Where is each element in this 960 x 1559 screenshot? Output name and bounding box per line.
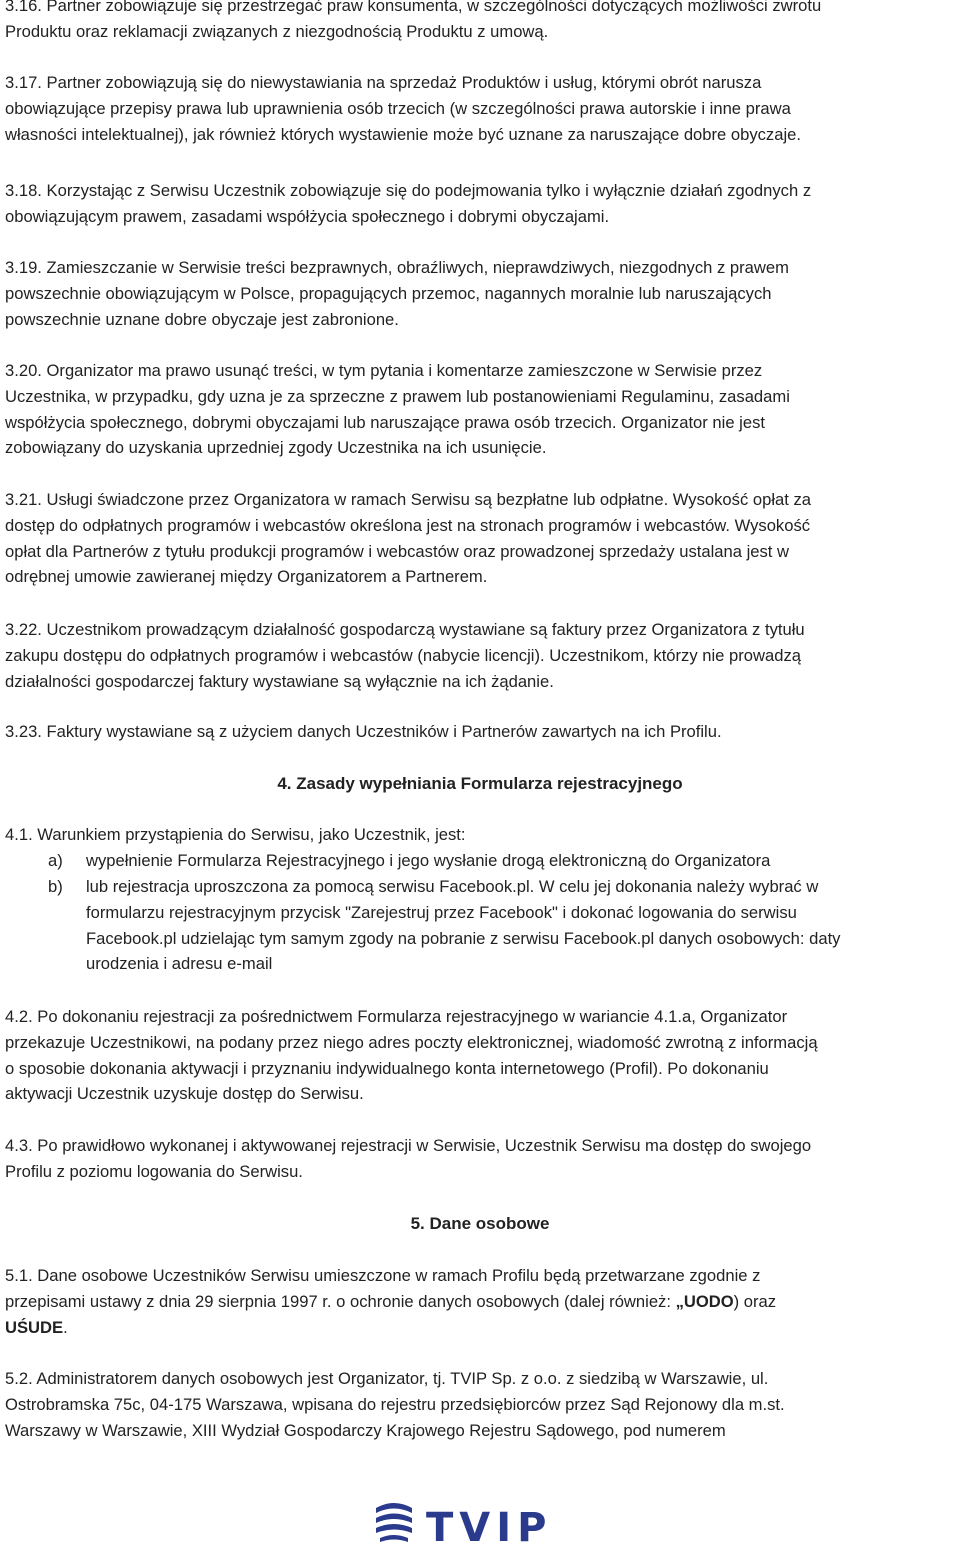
logo-text: TVIP: [426, 1505, 553, 1551]
text-line: 3.17. Partner zobowiązują się do niewystawiania na sprzedaż Produktów i usług, którymi obrót narusza: [5, 73, 762, 92]
text-line: 3.21. Usługi świadczone przez Organizatora w ramach Serwisu są bezpłatne lub odpłatne. Wysokość opłat za: [5, 490, 811, 509]
text-line: Warszawy w Warszawie, XIII Wydział Gospodarczy Krajowego Rejestru Sądowego, pod numerem: [5, 1420, 726, 1440]
usude-abbreviation: UŚUDE: [5, 1317, 64, 1337]
text-line: 5.1. Dane osobowe Uczestników Serwisu umieszczone w ramach Profilu będą przetwarzane zgodnie z: [5, 1266, 761, 1285]
text-line: 3.20. Organizator ma prawo usunąć treści, w tym pytania i komentarze zamieszczone w Serwisie przez: [5, 361, 763, 380]
text-line: 4.2. Po dokonaniu rejestracji za pośrednictwem Formularza rejestracyjnego w wariancie 4.1.a, Organizator: [5, 1007, 788, 1026]
text-line: aktywacji Uczestnik uzyskuje dostęp do Serwisu.: [5, 1084, 364, 1104]
text-line: współżycia społecznego, dobrymi obyczajami lub naruszające prawa osób trzecich. Organizator nie jest: [5, 412, 765, 432]
list-item-a: [5, 848, 957, 874]
paragraph-3-22: [5, 617, 957, 694]
text-line: Profilu z poziomu logowania do Serwisu.: [5, 1161, 303, 1181]
uodo-abbreviation: „UODO: [675, 1291, 734, 1311]
list-item-text: [86, 848, 770, 874]
tvip-logo-graphic: [370, 1494, 590, 1554]
list-item-b: [5, 874, 957, 978]
text-line: urodzenia i adresu e-mail: [86, 954, 273, 974]
tvip-logo: [370, 1494, 590, 1554]
paragraph-3-23: [5, 719, 957, 745]
text-run: ) oraz: [733, 1291, 777, 1311]
text-line: zobowiązany do uzyskania uprzedniej zgody Uczestnika na ich usunięcie.: [5, 438, 547, 458]
paragraph-3-20: [5, 358, 957, 461]
text-line: własności intelektualnej), jak również których wystawienie może być uznane za naruszające dobre obyczaje.: [5, 124, 801, 144]
text-line: odrębnej umowie zawieranej między Organizatorem a Partnerem.: [5, 567, 488, 587]
text-line: 3.19. Zamieszczanie w Serwisie treści bezprawnych, obraźliwych, nieprawdziwych, niezgodnych z prawem: [5, 258, 789, 277]
list-marker: b): [48, 877, 63, 896]
text-line: powszechnie uznane dobre obyczaje jest zabronione.: [5, 309, 399, 329]
text-line: 3.18. Korzystając z Serwisu Uczestnik zobowiązuje się do podejmowania tylko i wyłącznie działań zgodnych z: [5, 181, 812, 200]
paragraph-5-1: [5, 1263, 957, 1340]
section-4-heading: 4. Zasady wypełniania Formularza rejestracyjnego: [277, 774, 683, 793]
text-line: powszechnie obowiązującym w Polsce, propagujących przemoc, nagannych moralnie lub naruszających: [5, 283, 772, 303]
paragraph-3-18: [5, 178, 957, 230]
paragraph-3-16: [5, 0, 957, 45]
logo-emblem: [376, 1503, 412, 1542]
text-line: 5.2. Administratorem danych osobowych jest Organizator, tj. TVIP Sp. z o.o. z siedzibą w Warszawie, ul.: [5, 1369, 769, 1388]
text-line: obowiązującym prawem, zasadami współżycia społecznego i dobrymi obyczajami.: [5, 206, 610, 226]
text-line: opłat dla Partnerów z tytułu produkcji programów i webcastów oraz prowadzonej sprzedaży ustalana jest w: [5, 541, 789, 561]
text-line: Uczestnika, w przypadku, gdy uzna je za sprzeczne z prawem lub postanowieniami Regulaminu, zasadami: [5, 386, 790, 406]
paragraph-4-1: [5, 822, 957, 848]
text-line: Ostrobramska 75c, 04-175 Warszawa, wpisana do rejestru przedsiębiorców przez Sąd Rejonowy dla m.st.: [5, 1394, 785, 1414]
text-run: przepisami ustawy z dnia 29 sierpnia 1997 r. o ochronie danych osobowych (dalej również:: [5, 1291, 676, 1311]
paragraph-4-2: [5, 1004, 957, 1107]
text-line: 4.1. Warunkiem przystąpienia do Serwisu, jako Uczestnik, jest:: [5, 825, 466, 844]
text-line: [5, 1289, 957, 1315]
text-line: 3.16. Partner zobowiązuje się przestrzegać praw konsumenta, w szczególności dotyczących możliwości zwrotu: [5, 0, 822, 15]
list-marker: a): [48, 851, 63, 870]
text-line: [5, 1315, 957, 1341]
section-5-heading: 5. Dane osobowe: [410, 1214, 550, 1233]
paragraph-3-21: [5, 487, 957, 590]
text-line: formularzu rejestracyjnym przycisk "Zarejestruj przez Facebook" i dokonać logowania do serwisu: [86, 902, 797, 922]
text-line: 4.3. Po prawidłowo wykonanej i aktywowanej rejestracji w Serwisie, Uczestnik Serwisu ma dostęp do swojego: [5, 1136, 812, 1155]
text-line: 3.23. Faktury wystawiane są z użyciem danych Uczestników i Partnerów zawartych na ich Profilu.: [5, 722, 722, 741]
text-line: o sposobie dokonania aktywacji i przyznaniu indywidualnego konta internetowego (Profil). Po dokonaniu: [5, 1058, 769, 1078]
paragraph-5-2: [5, 1366, 957, 1443]
text-run: .: [63, 1317, 68, 1337]
text-line: Facebook.pl udzielając tym samym zgody na pobranie z serwisu Facebook.pl danych osobowych: daty: [86, 928, 841, 948]
text-line: zakupu dostępu do odpłatnych programów i webcastów (nabycie licencji). Uczestnikom, którzy nie prowadzą: [5, 645, 801, 665]
paragraph-3-19: [5, 255, 957, 332]
text-line: obowiązujące przepisy prawa lub uprawnienia osób trzecich (w szczególności prawa autorskie i inne prawa: [5, 98, 791, 118]
text-line: 3.22. Uczestnikom prowadzącym działalność gospodarczą wystawiane są faktury przez Organizatora z tytułu: [5, 620, 805, 639]
text-line: działalności gospodarczej faktury wystawiane są wyłącznie na ich żądanie.: [5, 671, 554, 691]
list-item-text: [86, 874, 840, 977]
text-line: Produktu oraz reklamacji związanych z niezgodnością Produktu z umową.: [5, 21, 549, 41]
text-line: przekazuje Uczestnikowi, na podany przez niego adres poczty elektronicznej, wiadomość zwrotną z informacją: [5, 1032, 818, 1052]
text-line: lub rejestracja uproszczona za pomocą serwisu Facebook.pl. W celu jej dokonania należy wybrać w: [86, 877, 819, 896]
paragraph-3-17: [5, 70, 957, 147]
paragraph-4-3: [5, 1133, 957, 1185]
text-line: wypełnienie Formularza Rejestracyjnego i jego wysłanie drogą elektroniczną do Organizatora: [86, 851, 771, 870]
text-line: dostęp do odpłatnych programów i webcastów określona jest na stronach programów i webcastów. Wysokość: [5, 515, 811, 535]
